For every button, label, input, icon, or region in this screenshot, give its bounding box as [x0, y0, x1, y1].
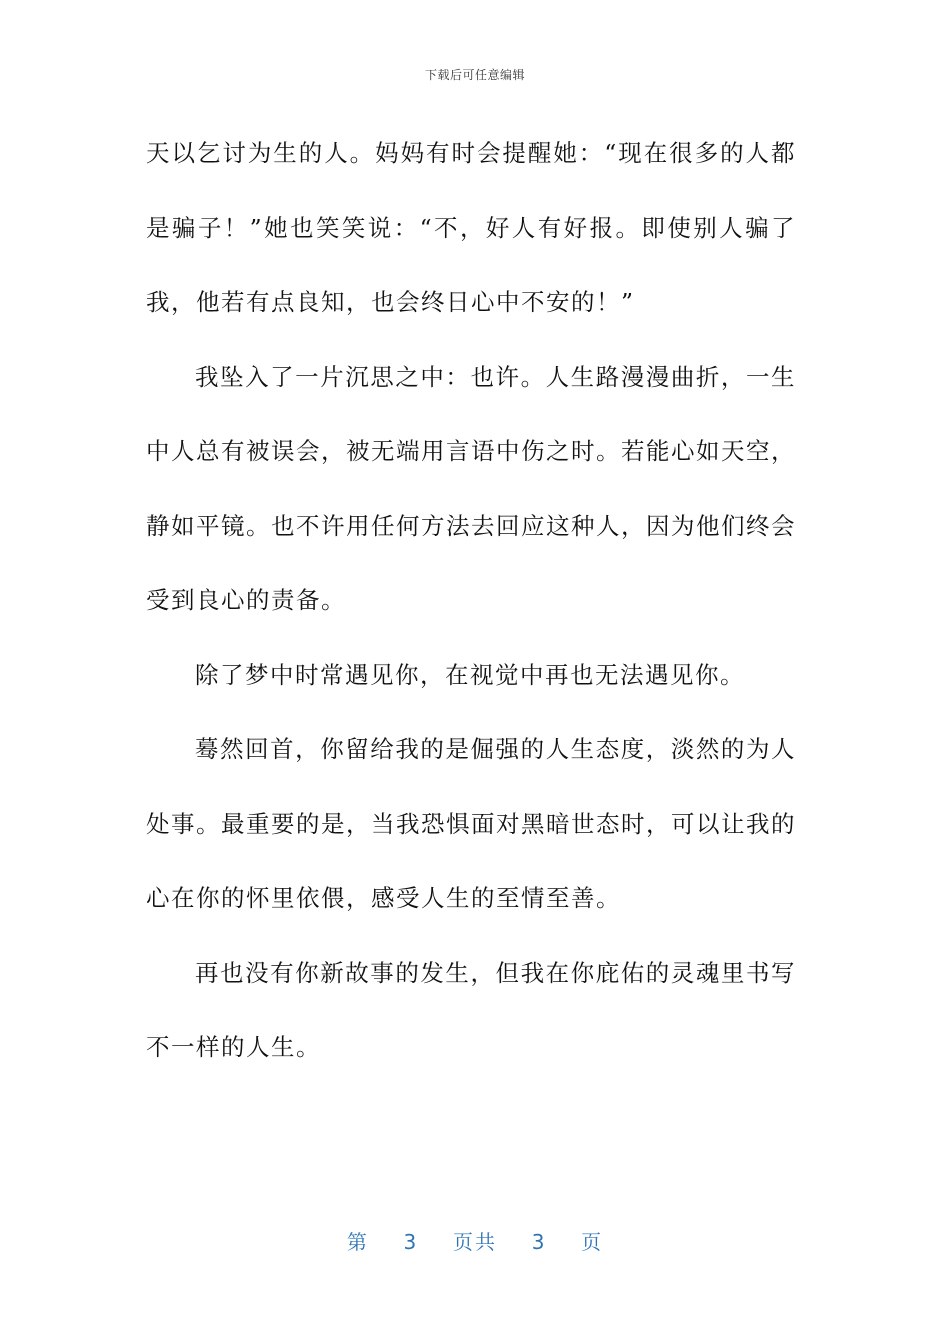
header-note: 下载后可任意编辑 — [424, 68, 525, 82]
page-label-prefix: 第 — [346, 1230, 369, 1254]
paragraph-1: 天以乞讨为生的人。妈妈有时会提醒她：“现在很多的人都是骗子！”她也笑笑说：“不，好人有好报。即使别人骗了我，他若有点良知，也会终日心中不安的！” — [146, 139, 796, 316]
paragraph-5: 再也没有你新故事的发生，但我在你庇佑的灵魂里书写不一样的人生。 — [146, 958, 796, 1061]
document-body — [146, 116, 796, 1085]
total-pages-number: 3 — [531, 1230, 547, 1254]
current-page-number: 3 — [403, 1230, 419, 1254]
page-label-suffix: 页 — [581, 1230, 604, 1254]
page-label-mid: 页共 — [453, 1230, 497, 1254]
paragraph-3: 除了梦中时常遇见你，在视觉中再也无法遇见你。 — [195, 660, 745, 689]
paragraph-4: 蓦然回首，你留给我的是倔强的人生态度，淡然的为人处事。最重要的是，当我恐惧面对黑暗世态时，可以让我的心在你的怀里依偎，感受人生的至情至善。 — [146, 735, 796, 912]
page-footer — [0, 1226, 950, 1255]
paragraph-2: 我坠入了一片沉思之中：也许。人生路漫漫曲折，一生中人总有被误会，被无端用言语中伤之时。若能心如天空，静如平镜。也不许用任何方法去回应这种人，因为他们终会受到良心的责备。 — [146, 362, 796, 614]
